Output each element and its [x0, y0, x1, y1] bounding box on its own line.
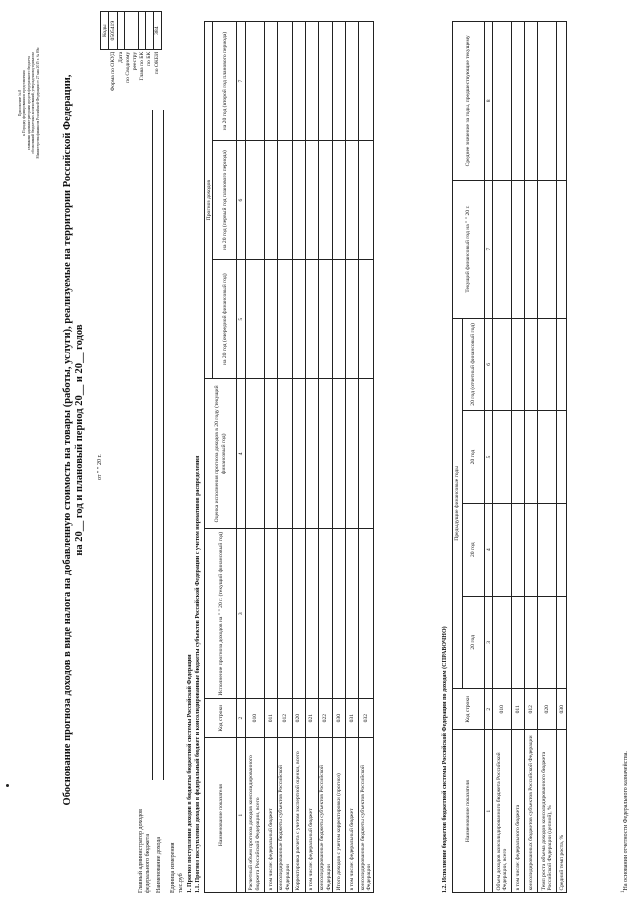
- col-header-current: Текущий финансовый год на " " 20 г.: [453, 180, 485, 318]
- col-header-estimate: Оценка исполнения прогноза доходов в 20 году (текущий финансовый год): [205, 379, 237, 529]
- col-header-y3: 20 год: [463, 411, 485, 504]
- field-unit: Единица измерения: [170, 842, 176, 893]
- col-number: 4: [237, 379, 245, 529]
- col-number: 1: [485, 730, 493, 893]
- col-header-name: Наименование показателя: [205, 738, 237, 893]
- col-header-code: Код строки: [453, 689, 485, 730]
- col-number: 8: [485, 22, 493, 181]
- row-name: в том числе: федеральный бюджет: [264, 738, 277, 893]
- code-label: Форма по ОКУД: [109, 51, 116, 92]
- row-name: Расчетный объем прогноза доходов консолидированного бюджета Российской Федерации, всего: [245, 738, 264, 893]
- code-value: 0505419: [109, 12, 117, 50]
- row-code: 031: [346, 698, 359, 737]
- col-header-prev: Предыдущие финансовые годы: [453, 318, 463, 689]
- row-code: 010: [245, 698, 264, 737]
- col-number: 6: [485, 318, 493, 411]
- section-1-1-heading: 1.1. Прогноз поступления доходов в федеральный бюджет и консолидированные бюджеты субъектов Российской Федерации с учетом нормативов распределения: [195, 455, 201, 893]
- field-income: Наименование дохода: [156, 836, 162, 893]
- codes-table: [100, 11, 162, 97]
- col-number: 5: [485, 411, 493, 504]
- row-name: консолидированные бюджеты субъектов Российской Федерации: [359, 738, 374, 893]
- appendix-line: к Порядку формирования и представления: [22, 70, 27, 136]
- row-name: Средний темп роста, %: [557, 730, 567, 893]
- appendix-line: главными администраторами средств федерального бюджета: [26, 56, 31, 150]
- row-code: 010: [493, 689, 512, 730]
- execution-table: [452, 21, 567, 893]
- scan-dot: [6, 784, 9, 787]
- field-admin: Главный администратор доходов федерального бюджета: [138, 809, 151, 893]
- appendix-block: [18, 13, 40, 193]
- col-header-f3: на 20 год (второй год планового периода): [213, 22, 237, 141]
- code-value: [146, 12, 153, 50]
- col-header-y4: 20 год (отчетный финансовый год): [463, 318, 485, 411]
- col-header-forecast: Прогноз доходов: [205, 22, 213, 379]
- row-code: 012: [277, 698, 292, 737]
- col-header-name: Наименование показателя: [453, 730, 485, 893]
- col-header-code: Код строки: [205, 698, 237, 737]
- row-code: 021: [305, 698, 318, 737]
- col-header-f1: на 20 год (очередной финансовый год): [213, 260, 237, 379]
- code-value: [139, 12, 146, 50]
- row-name: в том числе: федеральный бюджет: [305, 738, 318, 893]
- code-label: по ОКЕИ: [154, 51, 161, 75]
- row-name: Итого доходов с учетом корректировки (прогноз): [333, 738, 346, 893]
- field-income-line: [163, 110, 164, 780]
- col-header-avg: Среднее значение за годы, предшествующие текущему: [453, 22, 485, 181]
- row-code: 030: [333, 698, 346, 737]
- code-value: [125, 12, 139, 50]
- row-code: 020: [538, 689, 557, 730]
- row-name: консолидированные бюджеты субъектов Российской Федерации: [318, 738, 333, 893]
- row-code: 032: [359, 698, 374, 737]
- col-number: 1: [237, 738, 245, 893]
- col-header-exec: Исполнение прогноза доходов на " " 20 г. (текущий финансовый год): [205, 529, 237, 699]
- appendix-line: Министерства финансов Российской Федерации от 27 мая 2015 г. № 80н: [35, 47, 40, 159]
- row-code: 030: [557, 689, 567, 730]
- row-code: 011: [264, 698, 277, 737]
- col-number: 5: [237, 260, 245, 379]
- appendix-line: обоснований бюджетных ассигнований, утвержденному приказом: [31, 52, 36, 154]
- forecast-table: [204, 21, 374, 893]
- footnote: [620, 393, 630, 893]
- col-number: 3: [485, 596, 493, 689]
- code-value: 384: [153, 12, 161, 50]
- row-code: 011: [512, 689, 525, 730]
- title-line-1: Обоснование прогноза доходов в виде налога на добавленную стоимость на товары (работы, услуги), реализуемые на территории Российской Федерации,: [62, 74, 73, 806]
- col-header-y1: 20 год: [463, 596, 485, 689]
- row-name: консолидированных бюджетов субъектов Российской Федерации: [525, 730, 538, 893]
- row-name: в том числе: федерального бюджета: [512, 730, 525, 893]
- col-header-y2: 20 год: [463, 503, 485, 596]
- row-name: в том числе: федеральный бюджет: [346, 738, 359, 893]
- code-label: по БК: [146, 51, 153, 66]
- page-title: [62, 55, 86, 825]
- field-unit-value: тыс.руб: [178, 873, 184, 893]
- codes-header: Коды: [101, 12, 109, 50]
- code-label: Глава по БК: [139, 51, 146, 81]
- row-code: 020: [292, 698, 305, 737]
- date-line: от " " 20 г.: [97, 454, 103, 480]
- title-line-2: на 20__ год и плановый период 20__ и 20__ годов: [74, 324, 85, 556]
- col-number: 3: [237, 529, 245, 699]
- row-name: Объем доходов консолидированного бюджета Российской Федерации, всего: [493, 730, 512, 893]
- row-code: 012: [525, 689, 538, 730]
- col-number: 7: [485, 180, 493, 318]
- col-number: 2: [237, 698, 245, 737]
- section-1-2-heading: 1.2. Исполнение бюджетов бюджетной системы Российской Федерации по доходам (СПРАВОЧНО): [442, 626, 448, 893]
- footnote-text: На основании отчетности Федерального казначейства.: [623, 751, 629, 891]
- footnote-mark: 1: [621, 890, 626, 893]
- code-label: Дата: [117, 51, 124, 63]
- field-admin-line: [152, 110, 153, 780]
- appendix-line: Приложение № 8: [18, 89, 22, 117]
- row-name: Темп роста объема доходов консолидированного бюджета Российской Федерации (цепной), %: [538, 730, 557, 893]
- col-header-f2: на 20 год (первый год планового периода): [213, 141, 237, 260]
- col-number: 4: [485, 503, 493, 596]
- code-value: [117, 12, 124, 50]
- col-number: 2: [485, 689, 493, 730]
- col-number: 6: [237, 141, 245, 260]
- section-1-heading: 1. Прогноз поступления доходов в бюджеты бюджетной системы Российской Федерации: [187, 654, 193, 893]
- row-name: Корректировка расчета с учетом экспертной оценки, всего: [292, 738, 305, 893]
- code-label: по Сводному реестру: [125, 51, 138, 83]
- row-name: консолидированные бюджеты субъектов Российской Федерации: [277, 738, 292, 893]
- col-number: 7: [237, 22, 245, 141]
- row-code: 022: [318, 698, 333, 737]
